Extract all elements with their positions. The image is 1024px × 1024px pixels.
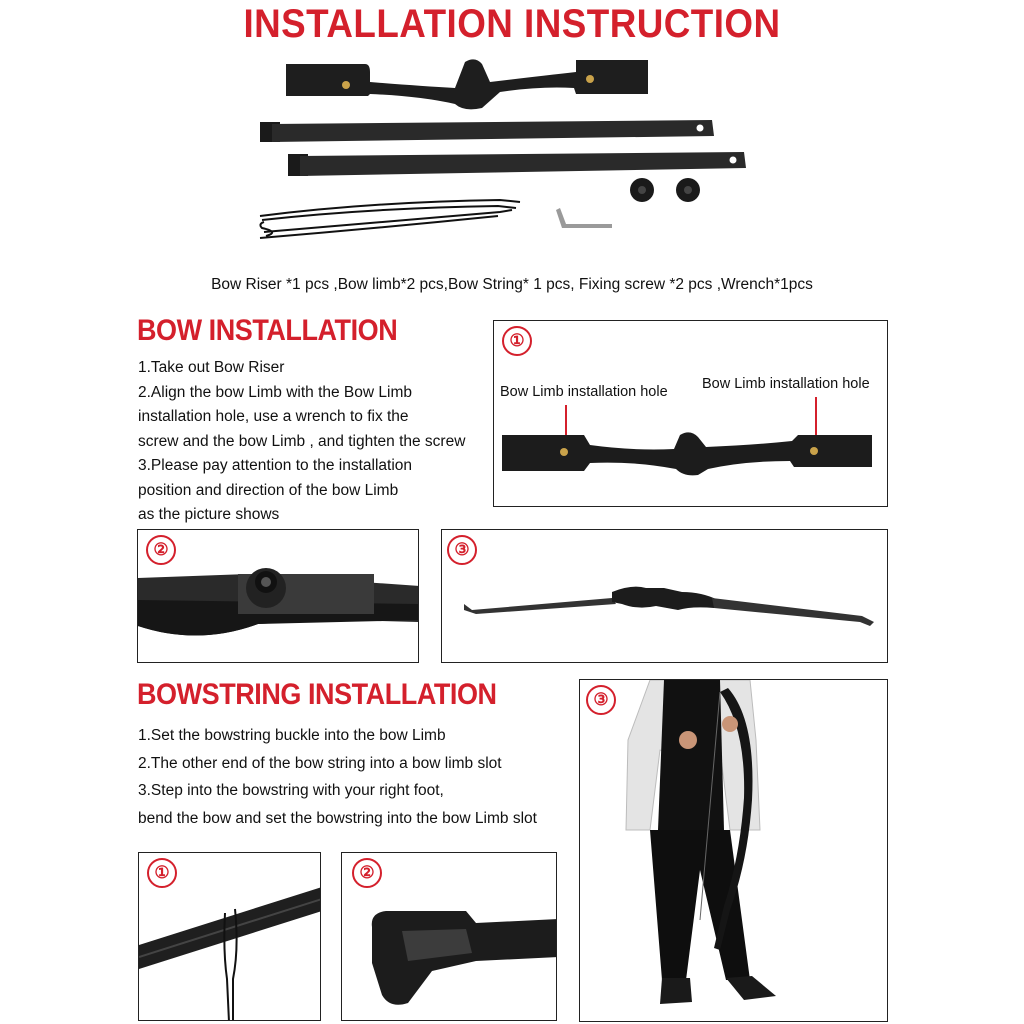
installation-hole-label-right: Bow Limb installation hole [702, 376, 870, 392]
step-number-badge: ① [502, 326, 532, 356]
step-line: 3.Step into the bowstring with your right foot, [138, 782, 444, 799]
step-number-badge: ② [352, 858, 382, 888]
step-number-badge: ③ [586, 685, 616, 715]
bow-step2-panel [137, 529, 419, 663]
step-line: 1.Set the bowstring buckle into the bow Limb [138, 727, 446, 744]
step-number-badge: ② [146, 535, 176, 565]
step-line: bend the bow and set the bowstring into the bow Limb slot [138, 809, 537, 827]
page-title: INSTALLATION INSTRUCTION [243, 2, 781, 46]
parts-image [250, 52, 770, 252]
step-line: 2.The other end of the bow string into a bow limb slot [138, 754, 502, 772]
bowstring-step2-panel [341, 852, 557, 1021]
bow-limb-part [260, 120, 714, 142]
bowstring-installation-steps [138, 722, 537, 832]
step-line: installation hole, use a wrench to fix the [138, 408, 409, 425]
step-line: 2.Align the bow Limb with the Bow Limb [138, 383, 412, 401]
step-line: as the picture shows [138, 506, 280, 523]
wrench-part [556, 208, 612, 228]
fixing-screw-part [630, 178, 700, 202]
step-line: 3.Please pay attention to the installation [138, 457, 413, 474]
step-line: screw and the bow Limb , and tighten the screw [138, 432, 466, 450]
bow-installation-heading: BOW INSTALLATION [137, 314, 398, 347]
parts-caption: Bow Riser *1 pcs ,Bow limb*2 pcs,Bow String* 1 pcs, Fixing screw *2 pcs ,Wrench*1pcs [211, 276, 813, 293]
assembled-bow-image [442, 530, 888, 663]
step-number-badge: ③ [447, 535, 477, 565]
bow-installation-steps [138, 356, 465, 528]
bowstring-step3-panel [579, 679, 888, 1022]
limb-screw-closeup-image [138, 530, 419, 663]
bow-step3-panel [441, 529, 888, 663]
step-line: position and direction of the bow Limb [138, 481, 399, 499]
bowstring-step1-panel [138, 852, 321, 1021]
bow-riser-image [494, 321, 888, 507]
bowstring-installation-heading: BOWSTRING INSTALLATION [137, 678, 497, 711]
bow-string-part [260, 200, 520, 238]
bow-limb-part [288, 152, 746, 176]
step-number-badge: ① [147, 858, 177, 888]
bow-riser-part [286, 59, 648, 109]
person-stringing-bow-image [580, 680, 888, 1022]
step-line: 1.Take out Bow Riser [138, 359, 285, 376]
installation-hole-label-left: Bow Limb installation hole [500, 384, 668, 400]
bow-step1-panel [493, 320, 888, 507]
